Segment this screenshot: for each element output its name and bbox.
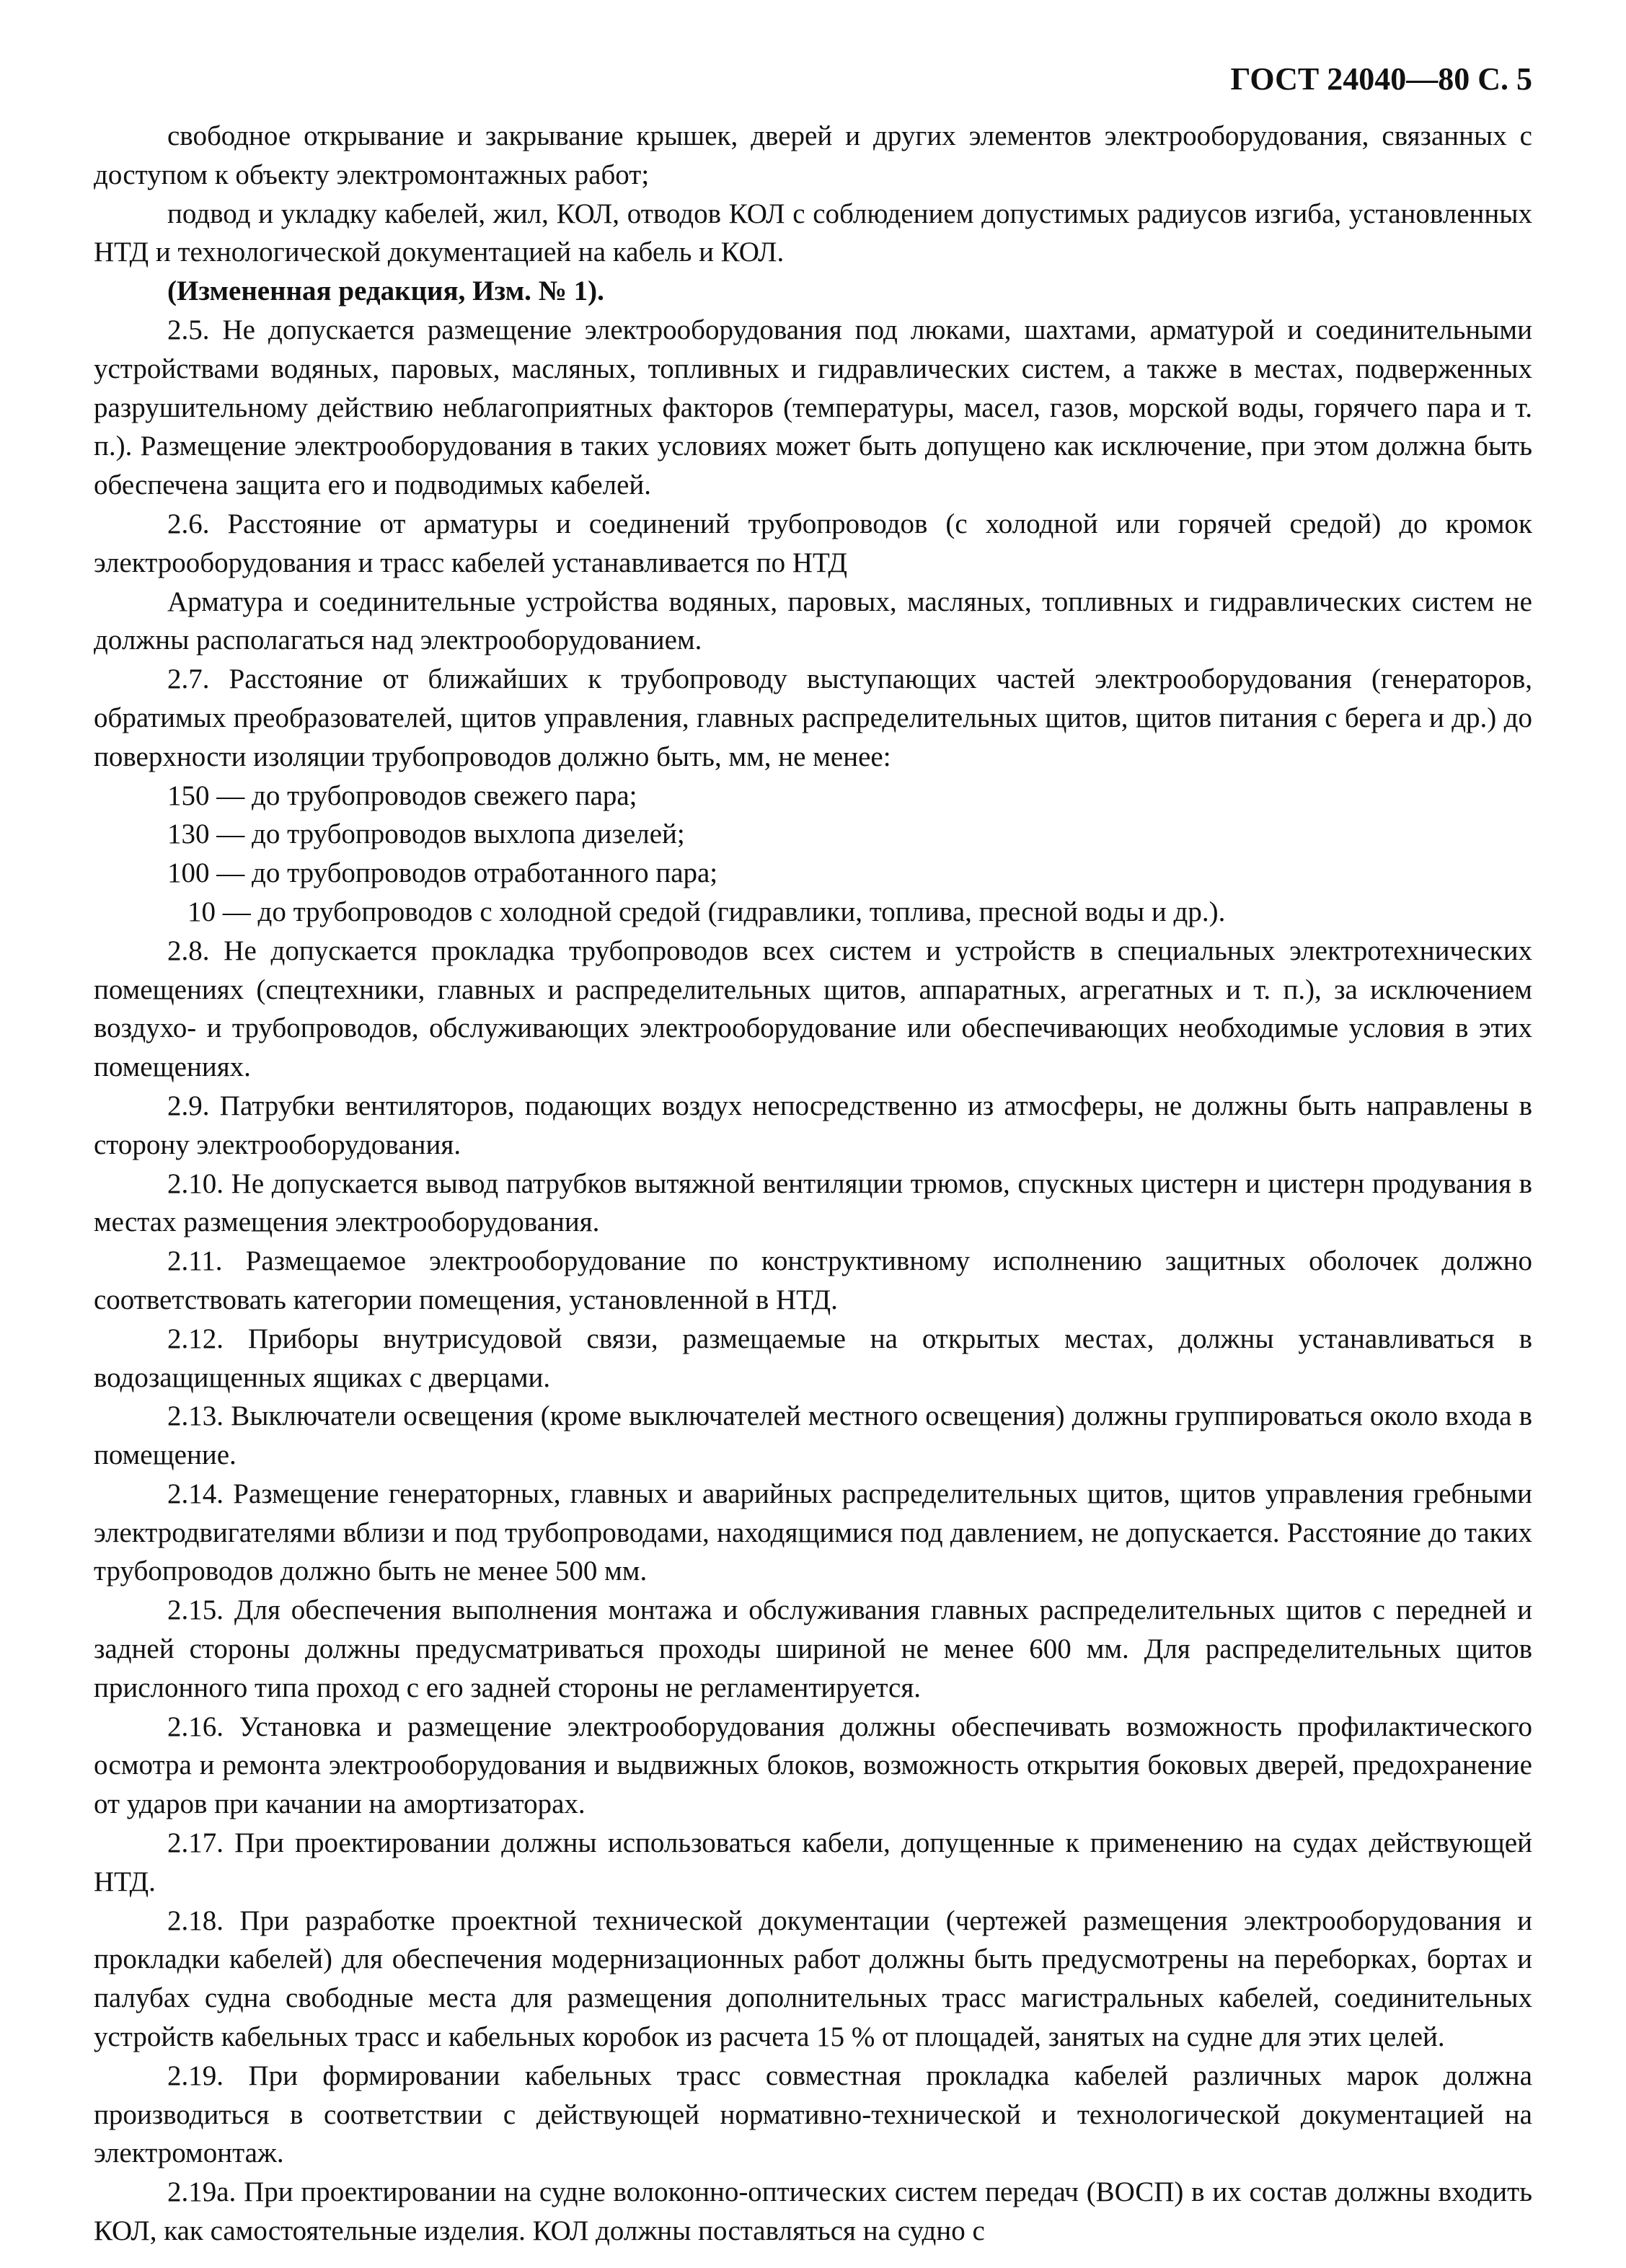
clause-2-15: 2.15. Для обеспечения выполнения монтажа и обслуживания главных распределительных щитов с передней и задней стороны должны предусматриваться проходы шириной не менее 600 мм. Для распределительных щитов прислонного типа проход с его задней стороны не регламентируется.	[94, 1594, 1532, 1703]
clause-2-14: 2.14. Размещение генераторных, главных и аварийных распределительных щитов, щитов управления гребными электродвигателями вблизи и под трубопроводами, находящимися под давлением, не допускается. Расстояние до таких трубопроводов должно быть не менее 500 мм.	[94, 1478, 1532, 1587]
clause-2-16: 2.16. Установка и размещение электрооборудования должны обеспечивать возможность профилактического осмотра и ремонта электрооборудования и выдвижных блоков, возможность открытия боковых дверей, предохранение от ударов при качании на амортизаторах.	[94, 1711, 1532, 1820]
paragraph-access-elements: свободное открывание и закрывание крышек, дверей и других элементов электрооборудования, связанных с доступом к объекту электромонтажных работ;	[94, 120, 1532, 190]
clause-2-6: 2.6. Расстояние от арматуры и соединений трубопроводов (с холодной или горячей средой) до кромок электрооборудования и трасс кабелей устанавливается по НТД	[94, 508, 1532, 578]
clause-2-19a: 2.19а. При проектировании на судне волоконно-оптических систем передач (ВОСП) в их состав должны входить КОЛ, как самостоятельные изделия. КОЛ должны поставляться на судно с	[94, 2176, 1532, 2247]
clause-2-18: 2.18. При разработке проектной технической документации (чертежей размещения электрооборудования и прокладки кабелей) для обеспечения модернизационных работ должны быть предусмотрены на переборках, бортах и палубах судна свободные места для размещения дополнительных трасс магистральных кабелей, соединительных устройств кабельных трасс и кабельных коробок из расчета 15 % от площадей, занятых на судне для этих целей.	[94, 1905, 1532, 2053]
paragraph-cable-laying: подвод и укладку кабелей, жил, КОЛ, отводов КОЛ с соблюдением допустимых радиусов изгиба, установленных НТД и технологической документацией на кабель и КОЛ.	[94, 198, 1532, 268]
amendment-note: (Измененная редакция, Изм. № 1).	[167, 275, 604, 307]
list-item: 150 — до трубопроводов свежего пара;	[167, 780, 637, 811]
clause-2-5: 2.5. Не допускается размещение электрооборудования под люками, шахтами, арматурой и соединительными устройствами водяных, паровых, масляных, топливных и гидравлических систем, а также в местах, подверженных разрушительному действию неблагоприятных факторов (температуры, масел, газов, морской воды, горячего пара и т. п.). Размещение электрооборудования в таких условиях может быть допущено как исключение, при этом должна быть обеспечена защита его и подводимых кабелей.	[94, 314, 1532, 501]
list-item: 130 — до трубопроводов выхлопа дизелей;	[167, 818, 685, 850]
clause-2-12: 2.12. Приборы внутрисудовой связи, размещаемые на открытых местах, должны устанавливаться в водозащищенных ящиках с дверцами.	[94, 1323, 1532, 1393]
clause-2-9: 2.9. Патрубки вентиляторов, подающих воздух непосредственно из атмосферы, не должны быть направлены в сторону электрооборудования.	[94, 1090, 1532, 1160]
clause-2-19: 2.19. При формировании кабельных трасс совместная прокладка кабелей различных марок должна производиться в соответствии с действующей нормативно-технической и технологической документацией на электромонтаж.	[94, 2060, 1532, 2169]
running-header: ГОСТ 24040—80 С. 5	[1230, 61, 1532, 97]
clause-2-17: 2.17. При проектировании должны использоваться кабели, допущенные к применению на судах действующей НТД.	[94, 1827, 1532, 1897]
clause-2-6-continued: Арматура и соединительные устройства водяных, паровых, масляных, топливных и гидравлических систем не должны располагаться над электрооборудованием.	[94, 586, 1532, 656]
list-item: 10 — до трубопроводов с холодной средой (гидравлики, топлива, пресной воды и др.).	[187, 896, 1226, 927]
clause-2-8: 2.8. Не допускается прокладка трубопроводов всех систем и устройств в специальных электротехнических помещениях (спецтехники, главных и распределительных щитов, аппаратных, агрегатных и т. п.), за исключением воздухо- и трубопроводов, обслуживающих электрооборудование или обеспечивающих необходимые условия в этих помещениях.	[94, 935, 1532, 1083]
document-page	[94, 58, 1532, 2247]
clause-2-7: 2.7. Расстояние от ближайших к трубопроводу выступающих частей электрооборудования (генераторов, обратимых преобразователей, щитов управления, главных распределительных щитов, щитов питания с берега и др.) до поверхности изоляции трубопроводов должно быть, мм, не менее:	[94, 663, 1532, 772]
list-item: 100 — до трубопроводов отработанного пара;	[167, 857, 718, 889]
clause-2-10: 2.10. Не допускается вывод патрубков вытяжной вентиляции трюмов, спускных цистерн и цистерн продувания в местах размещения электрооборудования.	[94, 1168, 1532, 1238]
distance-list	[94, 777, 1532, 932]
clause-2-11: 2.11. Размещаемое электрооборудование по конструктивному исполнению защитных оболочек должно соответствовать категории помещения, установленной в НТД.	[94, 1245, 1532, 1315]
clause-2-13: 2.13. Выключатели освещения (кроме выключателей местного освещения) должны группироваться около входа в помещение.	[94, 1400, 1532, 1471]
